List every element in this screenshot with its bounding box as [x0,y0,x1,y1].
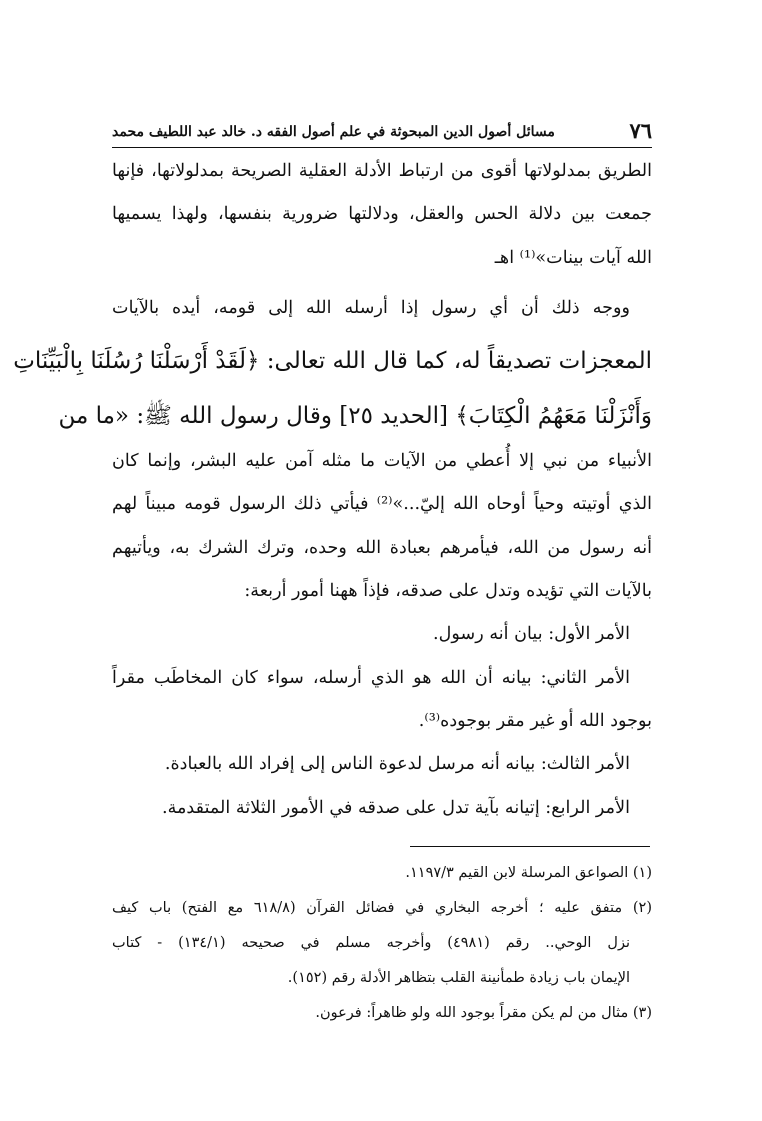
list-item-third: الأمر الثالث: بيانه أنه مرسل لدعوة الناس إلى إفراد الله بالعبادة. [164,754,630,775]
text-line: الله آيات بينات»⁽¹⁾ اهـ [494,247,652,268]
text-line: أنه رسول من الله، فيأمرهم بعبادة الله وحده، وترك الشرك به، ويأتيهم [112,537,652,558]
footnote-3: (٣) مثال من لم يكن مقراً بوجود الله ولو ظاهراً: فرعون. [315,1005,652,1021]
footnote-2-continuation: نزل الوحي.. رقم (٤٩٨١) وأخرجه مسلم في صحيحه (١٣٤/١) - كتاب [112,935,630,951]
text-line: جمعت بين دلالة الحس والعقل، ودلالتها ضرورية بنفسها، ولهذا يسميها [112,204,652,225]
footnote-1: (١) الصواعق المرسلة لابن القيم ١١٩٧/٣. [405,865,652,881]
header-divider [112,147,652,148]
main-text [13,150,653,830]
text-line-quran [13,330,652,385]
paragraph-start: ووجه ذلك أن أي رسول إذا أرسله الله إلى قومه، أيده بالآيات [112,297,630,318]
quran-verse: وَأَنْزَلْنَا مَعَهُمُ الْكِتَابَ﴾ [الحديد ٢٥] وقال رسول الله ﷺ: «ما من [58,403,652,430]
list-item-fourth: الأمر الرابع: إتيانه بآية تدل على صدقه في الأمور الثلاثة المتقدمة. [161,797,630,818]
text-line: الطريق بمدلولاتها أقوى من ارتباط الأدلة العقلية الصريحة بمدلولاتها، فإنها [112,161,652,181]
text-line: بوجود الله أو غير مقر بوجوده⁽³⁾. [418,710,652,731]
footnote-2: (٢) متفق عليه ؛ أخرجه البخاري في فضائل القرآن (٦١٨/٨ مع الفتح) باب كيف [112,900,652,916]
text-line: الذي أوتيته وحياً أوحاه الله إليّ...»⁽²⁾ فيأتي ذلك الرسول قومه مبيناً لهم [112,494,653,515]
list-item-second: الأمر الثاني: بيانه أن الله هو الذي أرسله، سواء كان المخاطَب مقراً [112,667,630,688]
footnote-divider [410,846,650,847]
page-header [112,118,652,148]
quran-verse: المعجزات تصديقاً له، كما قال الله تعالى: ﴿لَقَدْ أَرْسَلْنَا رُسُلَنَا بِالْبَيِّنَاتِ [13,348,652,375]
running-title: مسائل أصول الدين المبحوثة في علم أصول الفقه د. خالد عبد اللطيف محمد [112,124,555,140]
footnote-2-continuation: الإيمان باب زيادة طمأنينة القلب بتظاهر الأدلة رقم (١٥٢). [287,970,630,986]
page-number: ٧٦ [629,118,652,143]
text-line: بالآيات التي تؤيده وتدل على صدقه، فإذاً ههنا أمور أربعة: [244,581,652,602]
list-item-first: الأمر الأول: بيان أنه رسول. [433,624,630,645]
text-line-quran [58,385,652,440]
footnotes [112,856,652,1031]
text-line: الأنبياء من نبي إلا أُعطي من الآيات ما مثله آمن عليه البشر، وإنما كان [112,451,652,472]
